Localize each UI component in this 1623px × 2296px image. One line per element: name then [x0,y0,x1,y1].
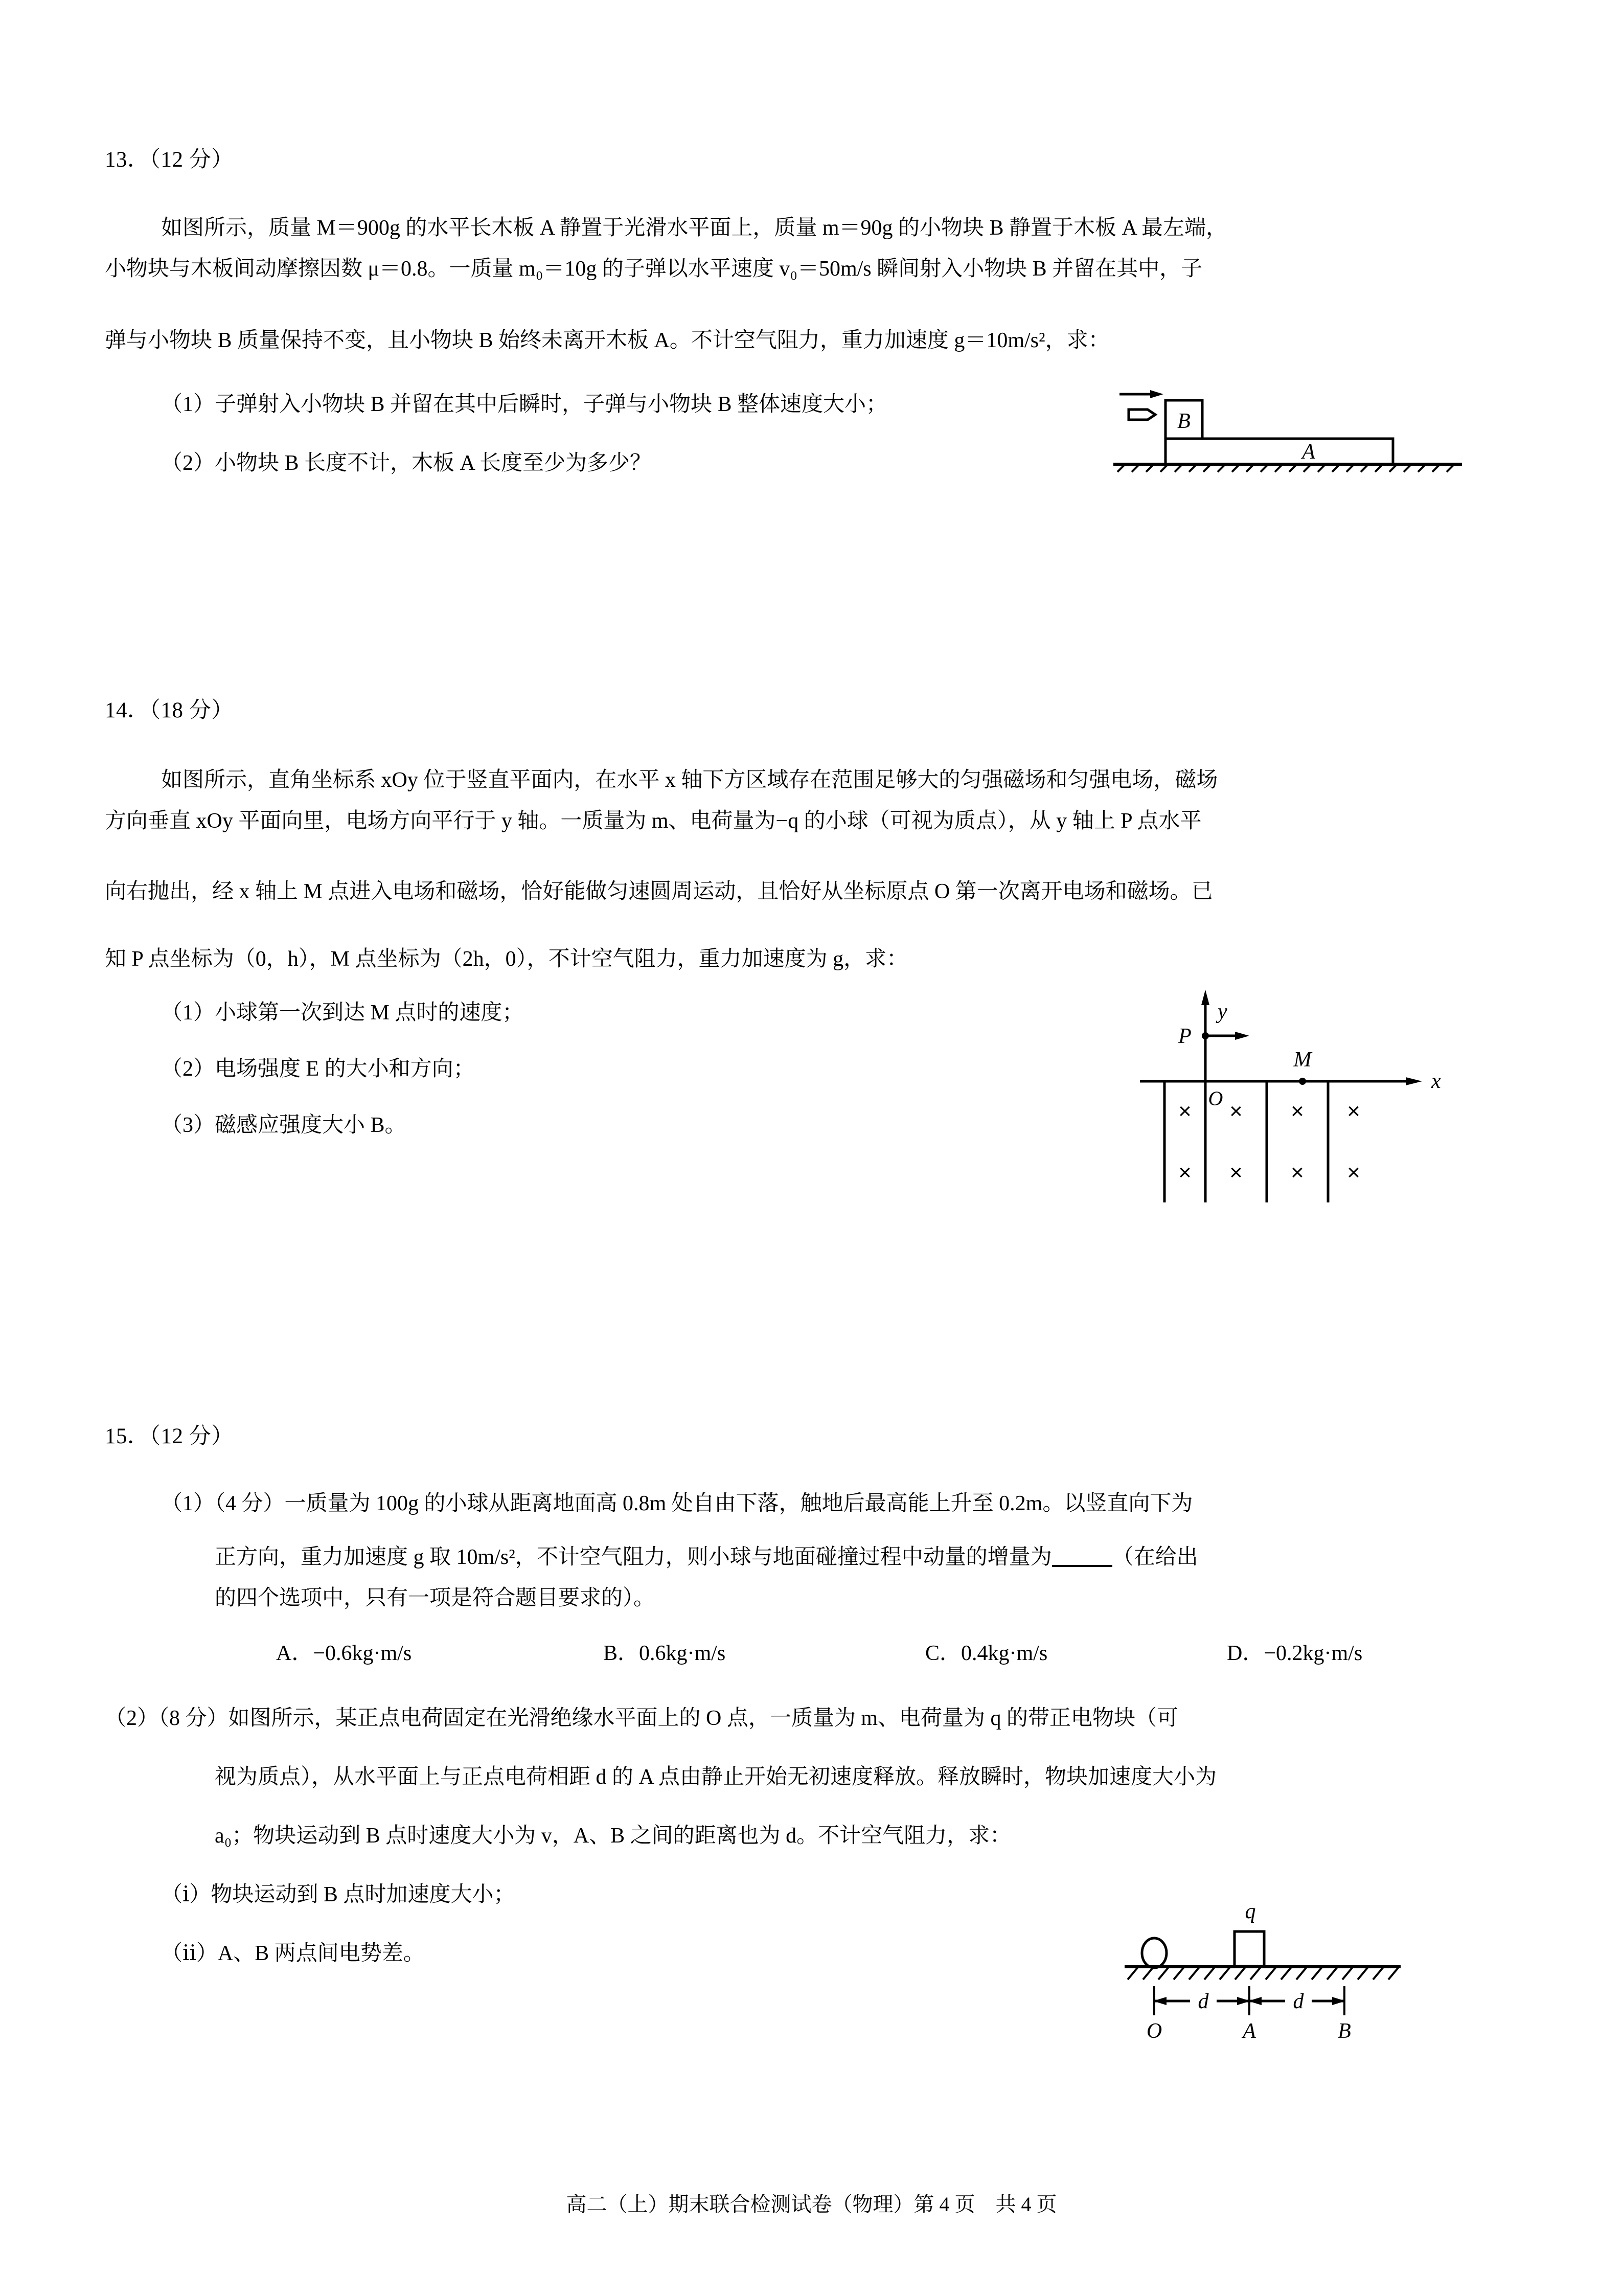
point-charge-figure [1125,1886,1493,2040]
point-a-label: A [1243,2019,1256,2040]
field-cross-icon: × [1291,1160,1304,1185]
question-13-number: 13．（12 分） [105,148,234,172]
question-15-1-line-2 [215,1539,1198,1576]
option-d[interactable]: D．−0.2kg·m/s [1227,1642,1363,1665]
option-c[interactable]: C．0.4kg·m/s [925,1642,1048,1665]
question-15-2-line-3: a₀；物块运动到 B 点时速度大小为 v，A、B 之间的距离也为 d。不计空气阻力，求： [215,1824,1012,1848]
point-b-label: B [1338,2019,1351,2040]
page-footer: 高二（上）期末联合检测试卷（物理）第 4 页 共 4 页 [566,2193,1057,2216]
field-cross-icon: × [1178,1160,1192,1185]
charge-q-label: q [1245,1900,1256,1923]
field-cross-icon: × [1347,1099,1360,1124]
option-b[interactable]: B．0.6kg·m/s [603,1642,726,1665]
question-13-body-line-2: 小物块与木板间动摩擦因数 μ＝0.8。一质量 m₀＝10g 的子弹以水平速度 v₀＝50m/s 瞬间射入小物块 B 并留在其中，子 [105,257,1203,281]
field-cross-icon: × [1229,1160,1243,1185]
block-b-label: B [1177,410,1191,433]
question-15-2-line-2: 视为质点），从水平面上与正点电荷相距 d 的 A 点由静止开始无初速度释放。释放瞬时，物块加速度大小为 [215,1765,1217,1789]
question-13-sub-item-1: （1）子弹射入小物块 B 并留在其中后瞬时，子弹与小物块 B 整体速度大小； [161,393,888,416]
point-m-label: M [1293,1048,1312,1072]
question-15-number: 15．（12 分） [105,1424,234,1448]
y-axis-label: y [1218,1000,1227,1024]
question-14-body-line-4: 知 P 点坐标为（0，h），M 点坐标为（2h，0），不计空气阻力，重力加速度为 g，求： [105,947,908,971]
point-o-label: O [1146,2019,1162,2040]
distance-d-label-1: d [1198,1990,1209,2013]
field-cross-icon: × [1229,1099,1243,1124]
question-14-body-line-3: 向右抛出，经 x 轴上 M 点进入电场和磁场，恰好能做匀速圆周运动，且恰好从坐标原点 O 第一次离开电场和磁场。已 [105,880,1213,903]
question-14-body-line-2: 方向垂直 xOy 平面向里，电场方向平行于 y 轴。一质量为 m、电荷量为−q 的小球（可视为质点），从 y 轴上 P 点水平 [105,809,1202,833]
board-a-label: A [1302,440,1315,464]
x-axis-label: x [1431,1070,1441,1093]
question-14-sub-item-3: （3）磁感应强度大小 B。 [161,1113,406,1137]
field-cross-icon: × [1291,1099,1304,1124]
question-14-sub-item-1: （1）小球第一次到达 M 点时的速度； [161,1001,524,1025]
distance-d-label-2: d [1293,1990,1304,2013]
question-14-sub-item-2: （2）电场强度 E 的大小和方向； [161,1057,475,1081]
field-cross-icon: × [1178,1099,1192,1124]
point-p-label: P [1178,1025,1192,1048]
origin-label: O [1208,1087,1223,1110]
question-15-options [276,1636,1362,1667]
coordinate-field-figure [1140,971,1477,1217]
question-15-2-sub-item-1: （ⅰ）物块运动到 B 点时加速度大小； [161,1883,515,1906]
question-13-body-line-3: 弹与小物块 B 质量保持不变，且小物块 B 始终未离开木板 A。不计空气阻力，重力加速度 g＝10m/s²，求： [105,329,1110,352]
field-cross-icon: × [1347,1160,1360,1185]
board-block-figure [1109,381,1467,473]
question-14-body-line-1: 如图所示，直角坐标系 xOy 位于竖直平面内，在水平 x 轴下方区域存在范围足够大的匀强磁场和匀强电场，磁场 [161,768,1218,792]
question-15-1-line-3: 的四个选项中，只有一项是符合题目要求的）。 [215,1586,655,1610]
question-15-2-line-1: （2）（8 分）如图所示，某正点电荷固定在光滑绝缘水平面上的 O 点，一质量为 m、电荷量为 q 的带正电物块（可 [105,1707,1179,1730]
question-15-2-sub-item-2: （ⅱ）A、B 两点间电势差。 [161,1942,425,1965]
question-15-1-line-1: （1）（4 分）一质量为 100g 的小球从距离地面高 0.8m 处自由下落，触地后最高能上升至 0.2m。以竖直向下为 [161,1492,1193,1515]
question-13-body-line-1: 如图所示，质量 M＝900g 的水平长木板 A 静置于光滑水平面上，质量 m＝90g 的小物块 B 静置于木板 A 最左端， [161,216,1228,240]
answer-blank[interactable] [1052,1565,1112,1567]
question-15-1-blank-suffix: （在给出 [1112,1545,1198,1569]
option-a[interactable]: A．−0.6kg·m/s [276,1642,412,1665]
question-15-1-line-2-text: 正方向，重力加速度 g 取 10m/s²，不计空气阻力，则小球与地面碰撞过程中动量的增量为 [215,1545,1052,1569]
question-13-sub-item-2: （2）小物块 B 长度不计，木板 A 长度至少为多少？ [161,451,652,475]
question-14-number: 14．（18 分） [105,698,234,722]
